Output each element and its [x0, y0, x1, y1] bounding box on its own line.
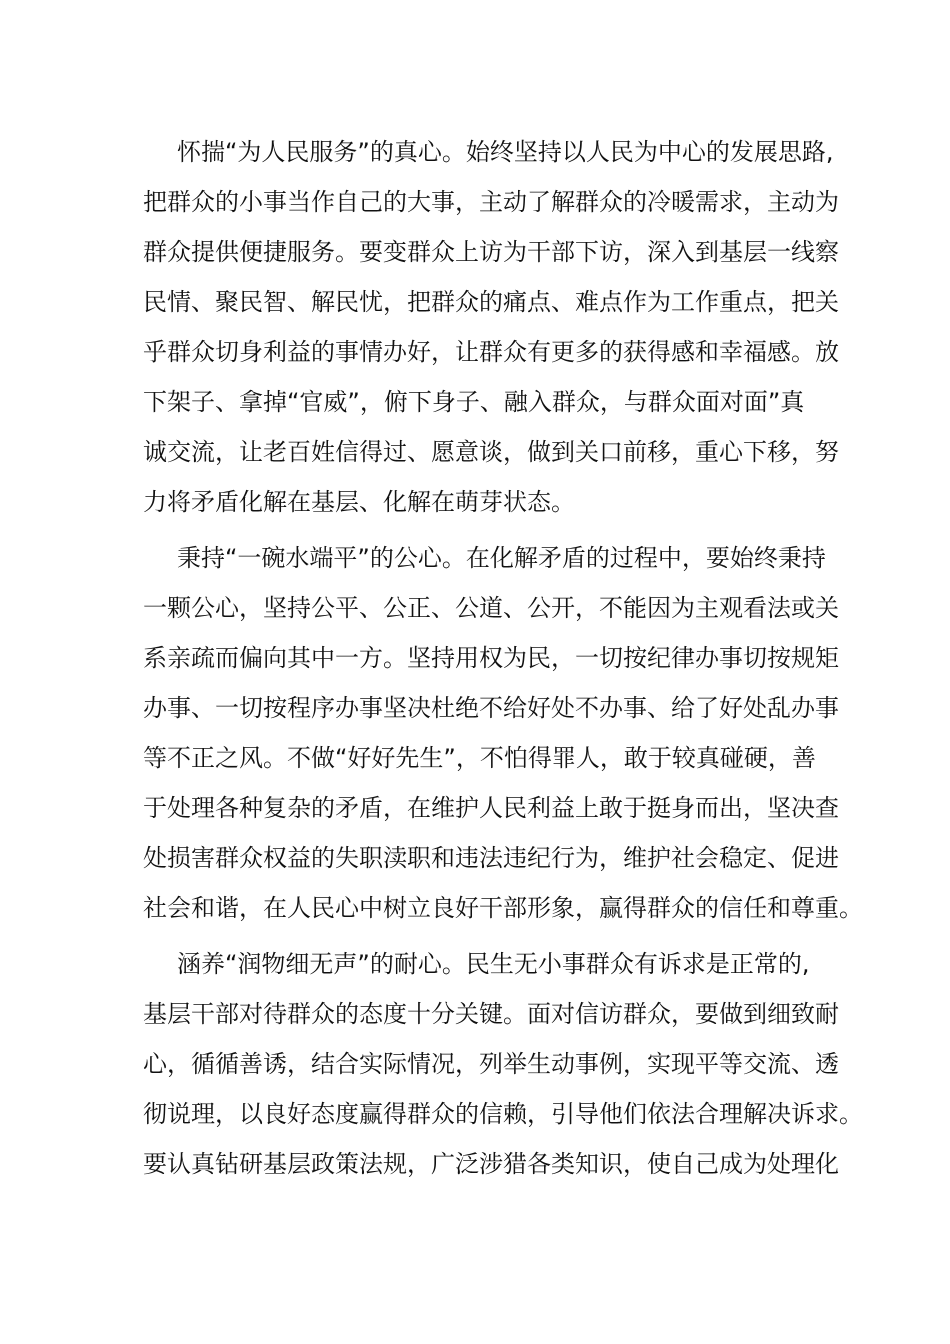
- paragraph-line: 系亲疏而偏向其中一方。坚持用权为民，一切按纪律办事切按规矩: [143, 644, 839, 672]
- paragraph-line: 心，循循善诱，结合实际情况，列举生动事例，实现平等交流、透: [143, 1050, 839, 1078]
- paragraph-line: 一颗公心，坚持公平、公正、公道、公开，不能因为主观看法或关: [143, 594, 839, 622]
- paragraph-line: 要认真钻研基层政策法规，广泛涉猎各类知识，使自己成为处理化: [143, 1150, 839, 1178]
- paragraph-line: 怀揣“为人民服务”的真心。始终坚持以人民为中心的发展思路,: [177, 138, 834, 166]
- paragraph-serve-people: [143, 127, 839, 527]
- paragraph-line: 下架子、拿掉“官威”，俯下身子、融入群众，与群众面对面”真: [143, 388, 805, 416]
- paragraph-line: 涵养“润物细无声”的耐心。民生无小事群众有诉求是正常的,: [177, 950, 810, 978]
- paragraph-line: 诚交流，让老百姓信得过、愿意谈，做到关口前移，重心下移，努: [143, 438, 839, 466]
- paragraph-line: 办事、一切按程序办事坚决杜绝不给好处不办事、给了好处乱办事: [143, 694, 839, 722]
- paragraph-line: 彻说理，以良好态度赢得群众的信赖，引导他们依法合理解决诉求。: [143, 1100, 863, 1128]
- paragraph-line: 处损害群众权益的失职渎职和违法违纪行为，维护社会稳定、促进: [143, 844, 839, 872]
- paragraph-line: 民情、聚民智、解民忧，把群众的痛点、难点作为工作重点，把关: [143, 288, 839, 316]
- paragraph-line: 基层干部对待群众的态度十分关键。面对信访群众，要做到细致耐: [143, 1000, 839, 1028]
- paragraph-patience: [143, 939, 863, 1189]
- paragraph-line: 把群众的小事当作自己的大事，主动了解群众的冷暖需求，主动为: [143, 188, 839, 216]
- paragraph-line: 乎群众切身利益的事情办好，让群众有更多的获得感和幸福感。放: [143, 338, 839, 366]
- paragraph-line: 等不正之风。不做“好好先生”，不怕得罪人，敢于较真碰硬，善: [143, 744, 816, 772]
- paragraph-line: 于处理各种复杂的矛盾，在维护人民利益上敢于挺身而出，坚决查: [143, 794, 839, 822]
- paragraph-fairness: [143, 533, 863, 933]
- paragraph-line: 群众提供便捷服务。要变群众上访为干部下访，深入到基层一线察: [143, 238, 839, 266]
- paragraph-line: 社会和谐，在人民心中树立良好干部形象，赢得群众的信任和尊重。: [143, 894, 863, 922]
- document-body: [143, 127, 863, 1189]
- paragraph-line: 秉持“一碗水端平”的公心。在化解矛盾的过程中，要始终秉持: [177, 544, 826, 572]
- paragraph-line: 力将矛盾化解在基层、化解在萌芽状态。: [143, 488, 575, 516]
